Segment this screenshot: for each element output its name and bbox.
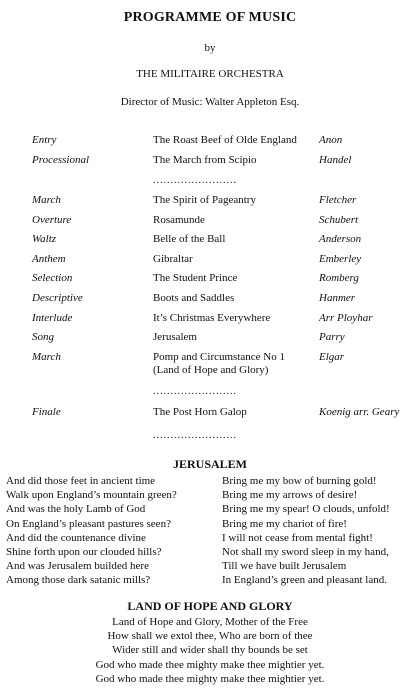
- programme-row: [0, 213, 420, 227]
- programme-composer: Romberg: [319, 272, 359, 285]
- programme-row: [0, 271, 420, 285]
- programme-row: [0, 405, 420, 419]
- jerusalem-line: And did those feet in ancient time: [6, 475, 156, 487]
- programme-piece: Belle of the Ball: [153, 233, 226, 246]
- programme-category: Selection: [32, 272, 73, 285]
- programme-piece: The Spirit of Pageantry: [153, 194, 256, 206]
- page-title: PROGRAMME OF MUSIC: [123, 10, 297, 25]
- programme-composer: Koenig arr. Geary: [319, 406, 400, 418]
- programme-composer: Fletcher: [319, 194, 357, 206]
- land-of-hope-verse: [0, 615, 420, 686]
- land-of-hope-line: Wider still and wider shall thy bounds be set: [112, 644, 308, 657]
- programme-composer: Anderson: [319, 233, 362, 246]
- programme-piece: The Roast Beef of Olde England: [153, 134, 297, 146]
- programme-piece: Rosamunde: [153, 213, 205, 226]
- programme-composer: Emberley: [319, 252, 362, 265]
- director-line: Director of Music: Walter Appleton Esq.: [120, 96, 300, 108]
- jerusalem-line: Bring me my spear! O clouds, unfold!: [222, 503, 390, 516]
- programme-category: Descriptive: [32, 292, 83, 304]
- programme-category: March: [32, 194, 61, 206]
- jerusalem-line: Among those dark satanic mills?: [6, 574, 151, 587]
- jerusalem-line: Not shall my sword sleep in my hand,: [222, 545, 389, 558]
- land-of-hope-line: How shall we extol thee, Who are born of thee: [107, 630, 313, 643]
- programme-category: Song: [32, 331, 54, 344]
- jerusalem-line: Bring me my chariot of fire!: [222, 517, 347, 530]
- programme-row: [0, 291, 420, 305]
- by-line: by: [204, 42, 216, 54]
- land-of-hope-line: God who made thee mighty make thee mightier yet.: [95, 672, 325, 685]
- jerusalem-line: In England’s green and pleasant land.: [222, 574, 387, 587]
- programme-piece-subtitle: (Land of Hope and Glory): [153, 363, 269, 376]
- programme-piece: Pomp and Circumstance No 1: [153, 350, 285, 363]
- programme-composer: Elgar: [319, 350, 345, 363]
- jerusalem-line: Till we have built Jerusalem: [222, 560, 347, 573]
- jerusalem-line: Bring me my bow of burning gold!: [222, 475, 377, 487]
- programme-composer: Schubert: [319, 213, 359, 226]
- programme-piece: Gibraltar: [153, 252, 193, 265]
- programme-composer: Parry: [319, 331, 345, 344]
- programme-piece: It’s Christmas Everywhere: [153, 311, 271, 324]
- programme-row: [0, 311, 420, 325]
- programme-composer: Handel: [319, 154, 352, 166]
- jerusalem-line: I will not cease from mental fight!: [222, 531, 373, 544]
- programme-row: [0, 350, 420, 376]
- programme-category: Processional: [32, 154, 90, 166]
- programme-row: [0, 153, 420, 167]
- jerusalem-heading: JERUSALEM: [172, 457, 247, 471]
- separator-dots: ........................: [153, 430, 237, 441]
- jerusalem-verse-right: [222, 474, 390, 588]
- programme-row: [0, 232, 420, 246]
- programme-category: Overture: [32, 213, 72, 226]
- programme-category: Interlude: [32, 311, 73, 324]
- programme-piece: The Post Horn Galop: [153, 406, 247, 418]
- land-of-hope-line: Land of Hope and Glory, Mother of the Free: [112, 616, 308, 628]
- programme-piece: Jerusalem: [153, 331, 197, 344]
- programme-row: [0, 133, 420, 147]
- orchestra-name: THE MILITAIRE ORCHESTRA: [136, 68, 284, 80]
- programme-row: [0, 330, 420, 344]
- programme-composer: Hanmer: [319, 292, 356, 304]
- programme-piece: Boots and Saddles: [153, 292, 235, 304]
- jerusalem-line: Walk upon England’s mountain green?: [6, 489, 177, 502]
- separator-dots: ........................: [153, 175, 237, 186]
- programme-category: Entry: [32, 134, 57, 146]
- jerusalem-line: And did the countenance divine: [6, 531, 146, 544]
- programme-category: Finale: [32, 406, 61, 418]
- jerusalem-line: Bring me my arrows of desire!: [222, 489, 358, 502]
- programme-row: [0, 193, 420, 207]
- programme-category: March: [32, 350, 61, 363]
- land-of-hope-line: God who made thee mighty make thee mightier yet.: [95, 658, 325, 671]
- separator-dots: ........................: [153, 386, 237, 397]
- land-of-hope-heading: LAND OF HOPE AND GLORY: [127, 599, 293, 613]
- jerusalem-line: Shine forth upon our clouded hills?: [6, 545, 162, 558]
- programme-composer: Anon: [319, 134, 343, 146]
- programme-category: Waltz: [32, 233, 57, 246]
- jerusalem-line: And was the holy Lamb of God: [6, 503, 146, 516]
- programme-category: Anthem: [32, 252, 66, 265]
- programme-composer: Arr Ployhar: [319, 311, 373, 324]
- programme-piece: The Student Prince: [153, 272, 238, 285]
- programme-piece: The March from Scipio: [153, 154, 257, 166]
- jerusalem-line: On England’s pleasant pastures seen?: [6, 517, 171, 530]
- jerusalem-verse-left: [6, 474, 177, 588]
- jerusalem-line: And was Jerusalem builded here: [6, 560, 149, 573]
- programme-row: [0, 252, 420, 266]
